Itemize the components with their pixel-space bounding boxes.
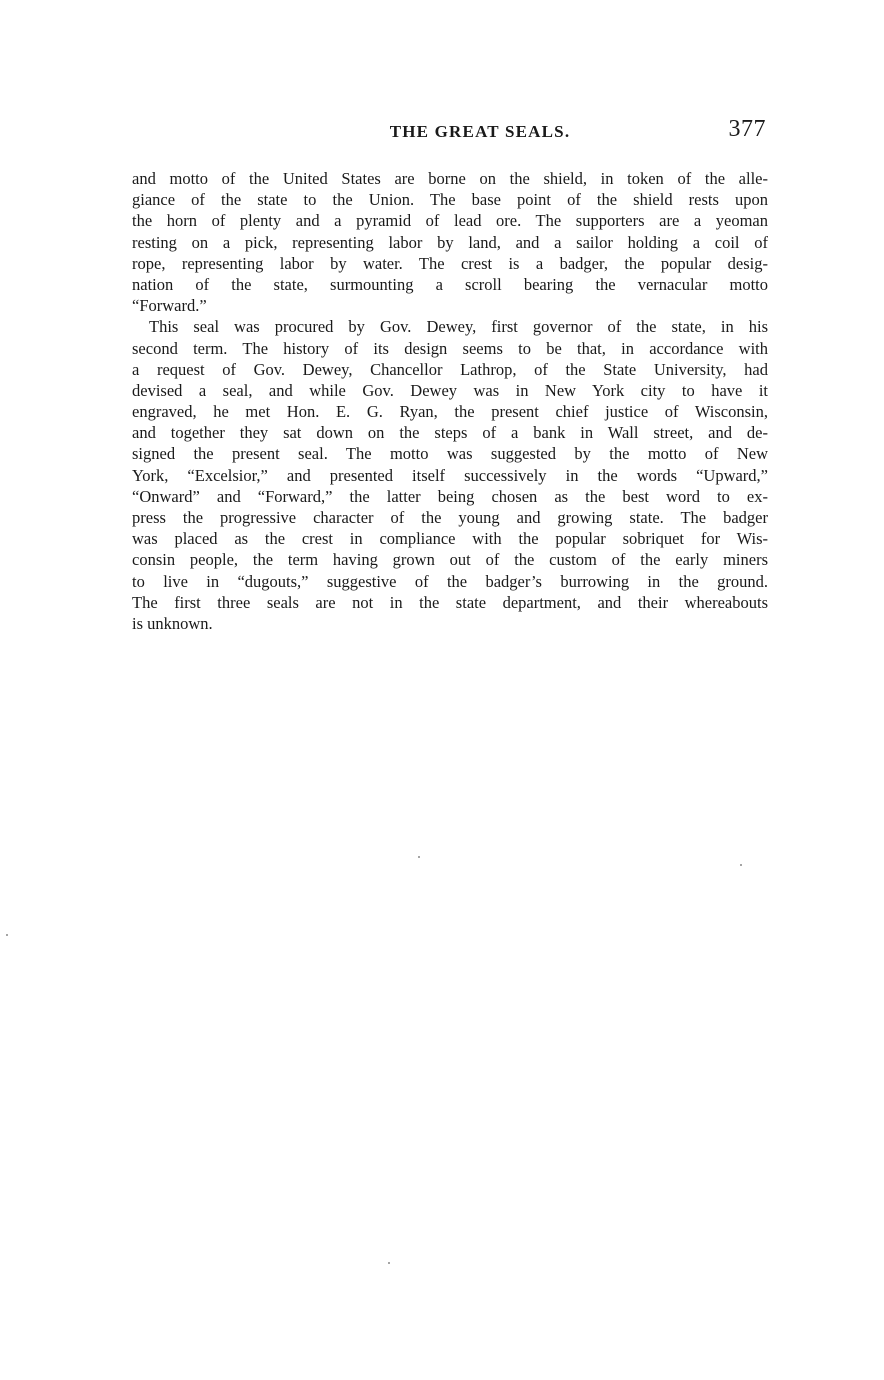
scan-speck [740,864,742,866]
scan-speck [418,856,420,858]
running-title: THE GREAT SEALS. [389,122,571,141]
text-line: the horn of plenty and a pyramid of lead ore. The supporters are a yeoman [132,211,768,231]
text-line: signed the present seal. The motto was suggested by the motto of New [132,444,768,464]
body-text [132,168,768,634]
scan-speck [6,934,8,936]
text-line: York, “Excelsior,” and presented itself successively in the words “Upward,” [132,465,768,485]
text-line: second term. The history of its design seems to be that, in accordance with [132,338,768,358]
paragraph [132,168,768,316]
scan-speck [388,1262,390,1264]
text-line: This seal was procured by Gov. Dewey, first governor of the state, in his [149,317,768,337]
text-line: rope, representing labor by water. The crest is a badger, the popular desig- [132,253,768,273]
text-line: press the progressive character of the young and growing state. The badger [132,508,768,527]
page-number: 377 [728,116,766,142]
text-line: and together they sat down on the steps of a bank in Wall street, and de- [132,423,768,443]
paragraph [132,316,768,634]
text-line: is unknown. [132,613,213,633]
text-line: resting on a pick, representing labor by land, and a sailor holding a coil of [132,232,768,252]
text-line: and motto of the United States are borne on the shield, in token of the alle- [132,169,768,188]
text-line: “Forward.” [132,296,207,316]
text-line: to live in “dugouts,” suggestive of the badger’s burrowing in the ground. [132,571,768,591]
text-line: giance of the state to the Union. The base point of the shield rests upon [132,190,768,210]
text-line: nation of the state, surmounting a scroll bearing the vernacular motto [132,274,768,294]
text-line: The first three seals are not in the state department, and their whereabouts [132,592,768,612]
text-line: a request of Gov. Dewey, Chancellor Lathrop, of the State University, had [132,359,768,379]
text-line: “Onward” and “Forward,” the latter being chosen as the best word to ex- [132,486,768,506]
text-line: devised a seal, and while Gov. Dewey was in New York city to have it [132,380,768,400]
text-line: consin people, the term having grown out of the custom of the early miners [132,550,768,570]
text-line: was placed as the crest in compliance with the popular sobriquet for Wis- [132,529,768,549]
running-header [132,116,768,150]
text-line: engraved, he met Hon. E. G. Ryan, the present chief justice of Wisconsin, [132,402,768,422]
